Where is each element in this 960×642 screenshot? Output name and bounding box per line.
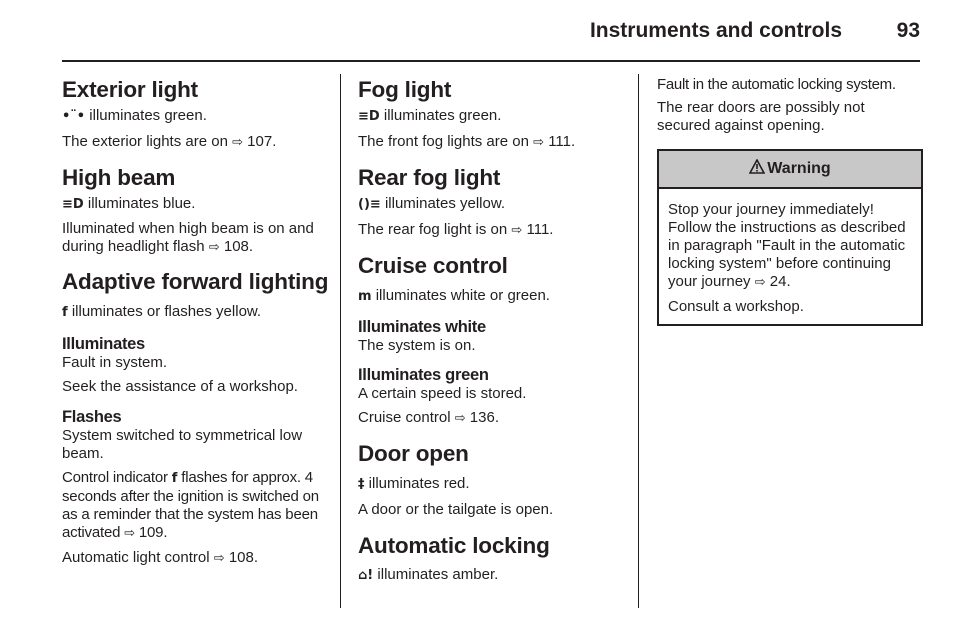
afl-illuminates-text: Fault in system. [62,354,168,371]
section-heading-automatic-locking: Automatic locking [358,533,550,558]
page-ref-arrow-icon: ⇨ [533,135,545,150]
subheading-illuminates-green: Illuminates green [358,366,489,384]
door-open-icon: ‡ [358,477,365,492]
subheading-flashes: Flashes [62,408,122,426]
subheading-illuminates-white: Illuminates white [358,318,486,336]
door-text: A door or the tailgate is open. [358,501,554,518]
section-heading-adaptive-forward-lighting: Adaptive forward lighting [62,269,329,294]
page-ref[interactable]: 111. [526,221,554,238]
warning-box [657,149,923,326]
warning-title: Warning [767,160,831,177]
page-ref-arrow-icon: ⇨ [213,551,225,566]
fog-light-status: ≡D illuminates green. [358,107,502,124]
fog-light-text: The front fog lights are on ⇨ 111. [358,133,576,150]
rear-fog-text: The rear fog light is on ⇨ 111. [358,221,554,238]
automatic-locking-icon: ⌂! [358,568,374,583]
cruise-white-text: The system is on. [358,337,476,354]
auto-light-text: Automatic light control ⇨ 108. [62,549,259,566]
exterior-light-status: •¨• illuminates green. [62,107,207,124]
afl-flashes-detail: Control indicator f flashes for approx. 4 seconds after the ignition is switched on as a reminder that the system has been activated ⇨ 109. [62,469,319,541]
afl-illuminates-advice: Seek the assistance of a workshop. [62,378,298,395]
afl-status: f illuminates or flashes yellow. [62,303,262,320]
rear-doors-text: The rear doors are possibly not secured against opening. [657,99,865,134]
page-ref[interactable]: 108. [228,549,259,566]
warning-body [659,189,921,324]
page-ref-arrow-icon: ⇨ [754,275,766,290]
page-ref-arrow-icon: ⇨ [511,223,523,238]
page-number: 93 [896,19,920,42]
section-heading-high-beam: High beam [62,165,176,190]
auto-lock-status: ⌂! illuminates amber. [358,566,499,583]
auto-lock-fault-text: Fault in the automatic locking system. [657,76,896,93]
afl-icon: f [171,471,178,486]
warning-icon [749,159,765,174]
section-heading-rear-fog-light: Rear fog light [358,165,501,190]
door-status: ‡ illuminates red. [358,475,470,492]
subheading-illuminates: Illuminates [62,335,145,353]
high-beam-status: ≡D illuminates blue. [62,195,196,212]
high-beam-text: Illuminated when high beam is on and during headlight flash ⇨ 108. [62,220,314,255]
rear-fog-status: ()≡ illuminates yellow. [358,195,506,212]
page-ref[interactable]: 136. [469,409,499,426]
section-heading-door-open: Door open [358,441,469,466]
header-rule [62,60,920,62]
column-1 [62,76,330,568]
afl-icon: f [62,305,68,320]
column-2 [358,76,626,585]
column-divider [340,74,341,608]
cruise-status: m illuminates white or green. [358,287,550,304]
page-ref[interactable]: 24. [769,273,791,290]
afl-flashes-text: System switched to symmetrical low beam. [62,427,303,462]
exterior-light-text: The exterior lights are on ⇨ 107. [62,133,277,150]
cruise-ref-text: Cruise control ⇨ 136. [358,409,499,426]
high-beam-icon: ≡D [62,197,84,212]
page-ref[interactable]: 107. [247,133,277,150]
page-header [62,14,920,60]
page-ref-arrow-icon: ⇨ [454,411,466,426]
section-heading-exterior-light: Exterior light [62,77,198,102]
page-ref[interactable]: 109. [138,524,168,541]
page-ref[interactable]: 111. [548,133,576,150]
column-3 [657,76,923,326]
warning-advice: Consult a workshop. [668,298,804,315]
warning-text: Stop your journey immediately! Follow the instructions as described in paragraph "Fault in the automatic locking system" before continuing your journey ⇨ 24. [668,201,906,290]
section-heading-cruise-control: Cruise control [358,253,508,278]
warning-header [659,151,921,189]
section-heading-fog-light: Fog light [358,77,452,102]
page-ref-arrow-icon: ⇨ [232,135,243,150]
header-title: Instruments and controls [589,19,842,42]
page-ref[interactable]: 108. [223,238,254,255]
page-ref-arrow-icon: ⇨ [124,526,135,541]
fog-light-icon: ≡D [358,109,380,124]
cruise-control-icon: m [358,289,372,304]
column-divider [638,74,639,608]
page-ref-arrow-icon: ⇨ [208,240,220,255]
rear-fog-light-icon: ()≡ [358,197,381,212]
exterior-light-icon: •¨• [62,109,86,124]
cruise-green-text: A certain speed is stored. [358,385,527,402]
